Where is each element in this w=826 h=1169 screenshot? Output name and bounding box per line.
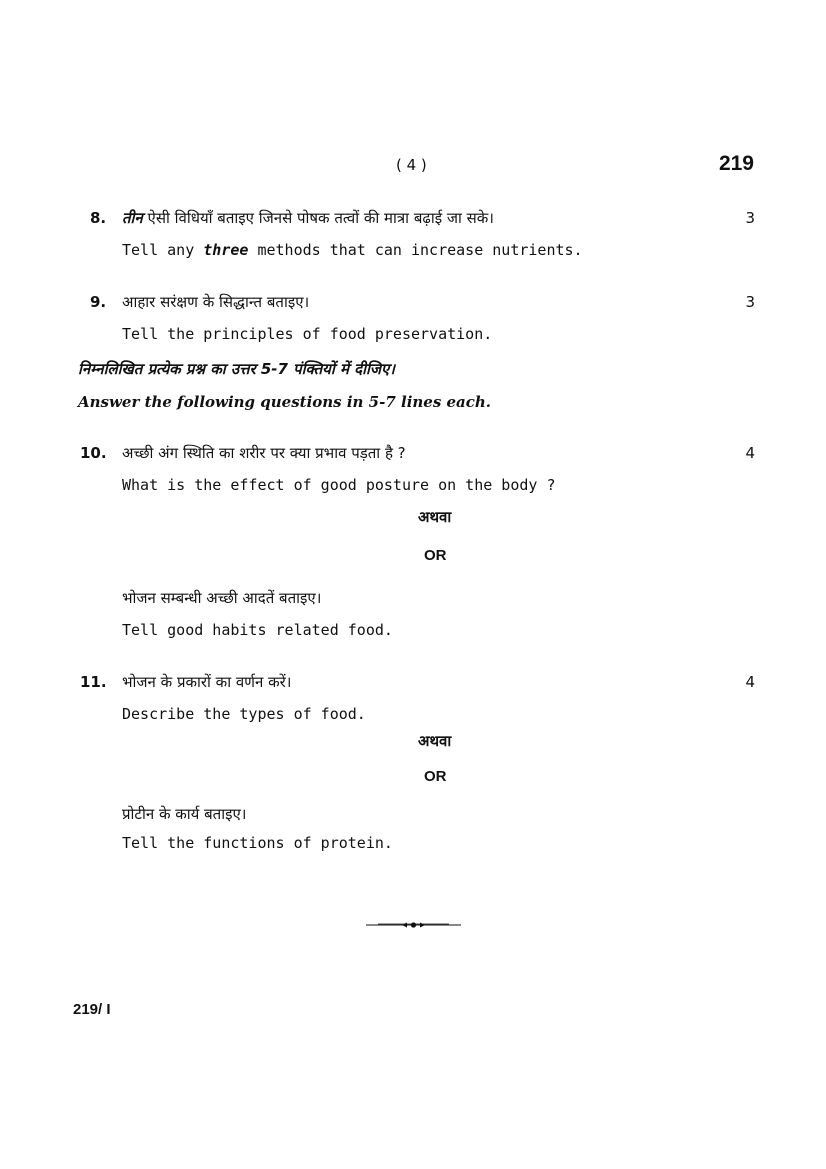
alternative-english: Tell good habits related food.	[122, 621, 393, 639]
or-hindi: अथवा	[418, 732, 452, 750]
or-hindi: अथवा	[418, 508, 452, 526]
emphasis: तीन	[122, 209, 143, 227]
question-marks: 4	[745, 673, 755, 691]
page-number: ( 4 )	[396, 156, 427, 174]
or-english: OR	[424, 547, 447, 564]
question-number: 9.	[90, 293, 107, 311]
question-number: 10.	[80, 444, 107, 462]
emphasis: three	[203, 241, 249, 259]
alternative-hindi: प्रोटीन के कार्य बताइए।	[122, 805, 247, 823]
alternative-hindi: भोजन सम्बन्धी अच्छी आदतें बताइए।	[122, 589, 322, 607]
instruction-hindi: निम्नलिखित प्रत्येक प्रश्न का उत्तर 5-7 पंक्तियों में दीजिए।	[78, 360, 395, 378]
question-marks: 4	[745, 444, 755, 462]
question-english: Tell the principles of food preservation.	[122, 325, 493, 343]
question-hindi: भोजन के प्रकारों का वर्णन करें।	[122, 673, 292, 691]
question-hindi: आहार सरंक्षण के सिद्धान्त बताइए।	[122, 293, 310, 311]
question-english-post: methods that can increase nutrients.	[248, 241, 583, 259]
ornament-divider-icon	[366, 918, 461, 932]
paper-code: 219	[718, 152, 754, 175]
question-hindi: अच्छी अंग स्थिति का शरीर पर क्या प्रभाव पड़ता है ?	[122, 444, 406, 462]
question-number: 8.	[90, 209, 107, 227]
question-marks: 3	[745, 293, 755, 311]
question-marks: 3	[745, 209, 755, 227]
question-english: Describe the types of food.	[122, 705, 366, 723]
question-english: What is the effect of good posture on the body ?	[122, 476, 556, 494]
alternative-english: Tell the functions of protein.	[122, 834, 393, 852]
or-english: OR	[424, 768, 447, 785]
question-english	[122, 241, 583, 259]
footer-paper-code: 219/ I	[73, 1001, 111, 1018]
question-hindi	[122, 208, 494, 228]
instruction-english: Answer the following questions in 5-7 lines each.	[78, 393, 492, 411]
question-number: 11.	[80, 673, 107, 691]
question-english-pre: Tell any	[122, 241, 204, 259]
question-hindi-text: ऐसी विधियाँ बताइए जिनसे पोषक तत्वों की मात्रा बढ़ाई जा सके।	[142, 209, 494, 227]
